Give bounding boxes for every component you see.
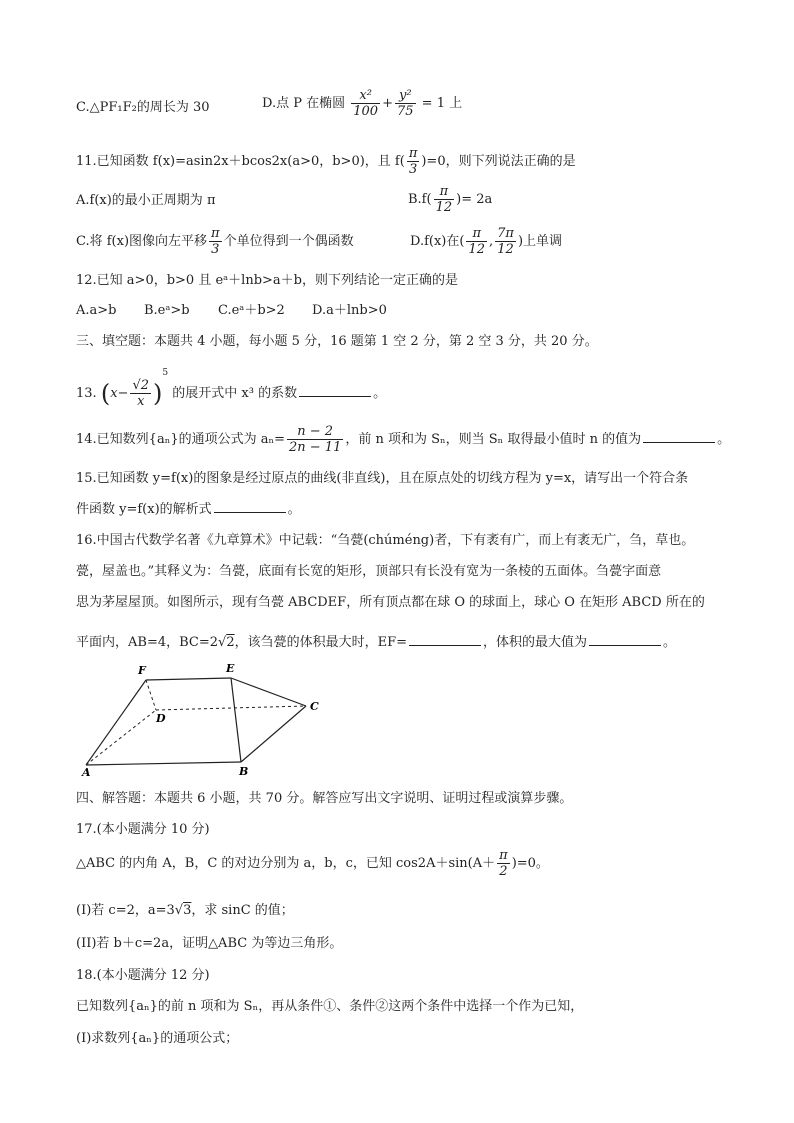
q14-end: 。 [717,432,731,447]
fraction-denominator: 100 [353,104,379,119]
label-b: B [239,765,249,778]
q11-stem-fraction [407,146,420,177]
q12-stem: 12.已知 a>0，b>0 且 eᵃ＋lnb>a＋b，则下列结论一定正确的是 [76,273,458,288]
q11-option-d-fraction-2 [495,226,516,257]
q11-stem [76,146,576,177]
edge-af [86,680,146,765]
edge-cb [241,706,306,762]
q11-option-b-fraction [434,184,455,215]
q18-stem: 已知数列{aₙ}的前 n 项和为 Sₙ，再从条件①、条件②这两个条件中选择一个作为已知， [76,999,584,1014]
q16-line-4 [76,632,676,652]
q13 [76,364,386,409]
fraction-denominator: 3 [211,242,220,257]
q11-option-c-suffix: 个单位得到一个偶函数 [223,234,354,249]
q13-answer-blank[interactable] [299,383,371,397]
fraction-numerator: π [408,146,418,161]
q18-part-1: (I)求数列{aₙ}的通项公式； [76,1031,239,1046]
q13-end: 。 [373,386,387,401]
q11-option-b [408,184,492,215]
q11-option-c-prefix: C.将 f(x)图像向左平移 [76,234,208,249]
q11-option-d-prefix: D.f(x)在( [410,234,465,249]
q16-line-4-prefix: 平面内，AB=4，BC=2 [76,635,219,650]
q14-fraction [287,424,343,455]
q11-option-c-fraction [209,226,222,257]
q13-x: x [110,386,118,401]
fraction-denominator: 12 [435,200,453,215]
q16-line-4-mid2: ，体积的最大值为 [483,635,588,650]
q16-line-3: 思为茅屋屋顶。如图所示，现有刍甍 ABCDEF，所有顶点都在球 O 的球面上，球心 O 在矩形 ABCD 所在的 [76,595,705,610]
q10-fraction-1 [351,88,380,119]
sqrt-symbol: √ [174,903,184,918]
fraction-numerator: 7π [497,226,514,241]
q14-suffix: ，前 n 项和为 Sₙ，则当 Sₙ 取得最小值时 n 的值为 [345,432,642,447]
q13-number: 13. [76,386,97,401]
sqrt-symbol: √ [218,635,227,650]
q10-option-c: C.△PF₁F₂的周长为 30 [76,100,210,115]
q17-stem-suffix: )=0。 [511,856,549,871]
fraction-numerator: n − 2 [287,424,343,440]
q12-option-d: D.a＋lnb>0 [312,303,387,318]
q11-option-d: D.f(x)在( $\frac{\pi}{12}$ , $\frac{7\pi}{12}$ )上单调 [410,226,563,257]
right-paren: ) [153,379,163,408]
q15-line-2 [76,499,301,519]
q10-option-d-suffix: = 1 上 [421,96,463,111]
edge-ab [86,762,241,765]
edge-ec [231,678,306,706]
q17-header: 17.(本小题满分 10 分) [76,822,210,837]
chumeng-figure [76,660,336,780]
label-f: F [138,664,146,677]
q12-option-a: A.a>b [76,303,117,318]
q15-line-2-text: 件函数 y=f(x)的解析式 [76,502,212,517]
edge-fd [146,680,156,710]
q10-option-d [262,88,462,119]
q16-line-4-mid: ，该刍甍的体积最大时，EF= [234,635,407,650]
fraction-numerator: π [211,226,220,241]
plus-sign: + [382,96,393,111]
q16-line-2: 甍，屋盖也。”其释义为：刍甍，底面有长宽的矩形，顶部只有长没有宽为一条棱的五面体。刍甍字面意 [76,564,662,579]
fraction-numerator: √2 [132,378,150,393]
fraction-denominator: 75 [396,104,414,119]
q12-option-c: C.eᵃ＋b>2 [218,303,285,318]
edge-fe [146,678,231,680]
fraction-denominator: 12 [497,242,514,257]
left-paren: ( [100,379,111,408]
q16-line-4-end: 。 [663,635,677,650]
edge-dc [156,706,306,710]
q17-part-1-suffix: ，求 sinC 的值； [191,903,294,918]
q17-sqrt-value: 3 [183,903,192,918]
q18-header: 18.(本小题满分 12 分) [76,968,210,983]
label-a: A [82,766,91,779]
q15-line-1: 15.已知函数 y=f(x)的图象是经过原点的曲线(非直线)，且在原点处的切线方程为 y=x，请写出一个符合条 [76,471,689,486]
q13-suffix: 的展开式中 x³ 的系数 [172,386,298,401]
q10-option-d-prefix: D.点 P 在椭圆 [262,96,346,111]
fraction-denominator: 12 [468,242,485,257]
fraction-numerator: x² [351,88,380,104]
q10-fraction-2 [395,88,416,119]
edge-eb [231,678,241,762]
q11-stem-suffix: )=0，则下列说法正确的是 [421,154,576,169]
fraction-denominator: 2n − 11 [289,440,342,455]
q16-line-1: 16.中国古代数学名著《九章算术》中记载：“刍甍(chúméng)者，下有袤有广，而上有袤无广，刍，草也。 [76,533,695,548]
q11-option-c [76,226,354,257]
section-4-heading: 四、解答题：本题共 6 小题，共 70 分。解答应写出文字说明、证明过程或演算步骤。 [76,791,573,806]
q13-minus: − [117,386,129,401]
q17-stem [76,848,549,879]
q11-option-b-suffix: )= 2a [456,192,493,207]
fraction-numerator: y² [395,88,416,104]
q14-answer-blank[interactable] [643,429,715,443]
fraction-numerator: π [499,848,508,863]
fraction-numerator: π [434,184,455,200]
q11-option-d-suffix: )上单调 [517,234,563,249]
fraction-denominator: 2 [499,864,508,879]
q16-ef-blank[interactable] [409,632,481,646]
q11-option-b-prefix: B.f( [408,192,432,207]
q11-stem-prefix: 11.已知函数 f(x)=asin2x＋bcos2x(a>0，b>0)，且 f( [76,154,405,169]
fraction-denominator: x [137,394,145,409]
q16-sqrt-value: 2 [226,635,235,650]
q14 [76,424,730,455]
label-e: E [226,662,235,675]
q12-option-b: B.eᵃ>b [144,303,190,318]
fraction-denominator: 3 [408,162,418,177]
q13-fraction [130,378,151,409]
q15-answer-blank[interactable] [214,499,286,513]
q15-end: 。 [287,502,301,517]
edge-ad [86,710,156,765]
fraction-numerator: π [466,226,487,242]
q17-stem-fraction [497,848,510,879]
section-3-heading: 三、填空题：本题共 4 小题，每小题 5 分，16 题第 1 空 2 分，第 2 空 3 分，共 20 分。 [76,334,598,349]
q13-exponent: 5 [162,368,169,378]
q11-option-a: A.f(x)的最小正周期为 π [76,193,216,208]
q16-volume-blank[interactable] [589,632,661,646]
label-d: D [156,712,166,725]
label-c: C [310,700,319,713]
q17-part-1 [76,902,294,920]
q17-stem-prefix: △ABC 的内角 A，B，C 的对边分别为 a，b，c，已知 cos2A＋sin(A＋ [76,856,496,871]
q17-part-1-prefix: (I)若 c=2，a=3 [76,903,175,918]
q14-prefix: 14.已知数列{aₙ}的通项公式为 aₙ= [76,432,285,447]
q17-part-2: (II)若 b＋c=2a，证明△ABC 为等边三角形。 [76,936,343,951]
q11-option-d-fraction-1 [466,226,487,257]
